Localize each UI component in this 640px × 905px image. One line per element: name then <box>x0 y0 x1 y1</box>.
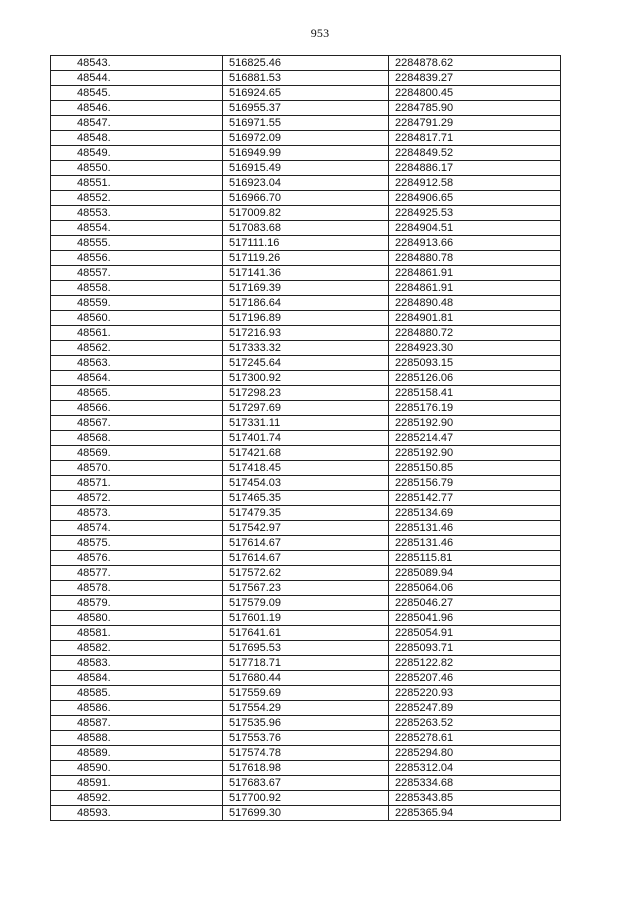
x-coordinate-cell: 517083.68 <box>223 221 389 236</box>
y-coordinate-cell: 2284791.29 <box>389 116 561 131</box>
table-row <box>51 371 561 386</box>
y-coordinate-cell: 2284904.51 <box>389 221 561 236</box>
point-number-cell: 48572. <box>51 491 223 506</box>
y-coordinate-cell: 2285131.46 <box>389 521 561 536</box>
x-coordinate-cell: 517216.93 <box>223 326 389 341</box>
table-row <box>51 311 561 326</box>
x-coordinate-cell: 517535.96 <box>223 716 389 731</box>
table-row <box>51 56 561 71</box>
x-coordinate-cell: 517298.23 <box>223 386 389 401</box>
y-coordinate-cell: 2285115.81 <box>389 551 561 566</box>
table-row <box>51 506 561 521</box>
y-coordinate-cell: 2285334.68 <box>389 776 561 791</box>
y-coordinate-cell: 2285192.90 <box>389 446 561 461</box>
table-row <box>51 626 561 641</box>
point-number-cell: 48584. <box>51 671 223 686</box>
table-row <box>51 146 561 161</box>
table-row <box>51 386 561 401</box>
x-coordinate-cell: 517641.61 <box>223 626 389 641</box>
y-coordinate-cell: 2285054.91 <box>389 626 561 641</box>
y-coordinate-cell: 2285122.82 <box>389 656 561 671</box>
x-coordinate-cell: 517683.67 <box>223 776 389 791</box>
table-row <box>51 521 561 536</box>
x-coordinate-cell: 516949.99 <box>223 146 389 161</box>
table-row <box>51 206 561 221</box>
point-number-cell: 48569. <box>51 446 223 461</box>
table-body <box>51 56 561 821</box>
table-row <box>51 71 561 86</box>
y-coordinate-cell: 2285064.06 <box>389 581 561 596</box>
y-coordinate-cell: 2285150.85 <box>389 461 561 476</box>
y-coordinate-cell: 2284923.30 <box>389 341 561 356</box>
table-row <box>51 656 561 671</box>
x-coordinate-cell: 516924.65 <box>223 86 389 101</box>
table-row <box>51 86 561 101</box>
point-number-cell: 48550. <box>51 161 223 176</box>
point-number-cell: 48576. <box>51 551 223 566</box>
point-number-cell: 48553. <box>51 206 223 221</box>
table-row <box>51 281 561 296</box>
point-number-cell: 48582. <box>51 641 223 656</box>
point-number-cell: 48593. <box>51 806 223 821</box>
x-coordinate-cell: 517559.69 <box>223 686 389 701</box>
y-coordinate-cell: 2285263.52 <box>389 716 561 731</box>
point-number-cell: 48564. <box>51 371 223 386</box>
y-coordinate-cell: 2284839.27 <box>389 71 561 86</box>
point-number-cell: 48571. <box>51 476 223 491</box>
point-number-cell: 48566. <box>51 401 223 416</box>
point-number-cell: 48583. <box>51 656 223 671</box>
table-row <box>51 491 561 506</box>
point-number-cell: 48588. <box>51 731 223 746</box>
y-coordinate-cell: 2284785.90 <box>389 101 561 116</box>
x-coordinate-cell: 517614.67 <box>223 536 389 551</box>
point-number-cell: 48544. <box>51 71 223 86</box>
point-number-cell: 48561. <box>51 326 223 341</box>
x-coordinate-cell: 517300.92 <box>223 371 389 386</box>
table-row <box>51 806 561 821</box>
table-row <box>51 716 561 731</box>
y-coordinate-cell: 2284912.58 <box>389 176 561 191</box>
point-number-cell: 48592. <box>51 791 223 806</box>
y-coordinate-cell: 2285176.19 <box>389 401 561 416</box>
x-coordinate-cell: 517680.44 <box>223 671 389 686</box>
x-coordinate-cell: 517196.89 <box>223 311 389 326</box>
table-row <box>51 611 561 626</box>
x-coordinate-cell: 516971.55 <box>223 116 389 131</box>
table-row <box>51 326 561 341</box>
x-coordinate-cell: 517421.68 <box>223 446 389 461</box>
point-number-cell: 48581. <box>51 626 223 641</box>
y-coordinate-cell: 2285158.41 <box>389 386 561 401</box>
y-coordinate-cell: 2284817.71 <box>389 131 561 146</box>
y-coordinate-cell: 2285093.15 <box>389 356 561 371</box>
x-coordinate-cell: 517614.67 <box>223 551 389 566</box>
x-coordinate-cell: 517141.36 <box>223 266 389 281</box>
x-coordinate-cell: 517454.03 <box>223 476 389 491</box>
point-number-cell: 48567. <box>51 416 223 431</box>
table-row <box>51 161 561 176</box>
x-coordinate-cell: 517479.35 <box>223 506 389 521</box>
point-number-cell: 48551. <box>51 176 223 191</box>
y-coordinate-cell: 2285142.77 <box>389 491 561 506</box>
table-row <box>51 476 561 491</box>
x-coordinate-cell: 517401.74 <box>223 431 389 446</box>
x-coordinate-cell: 517553.76 <box>223 731 389 746</box>
table-row <box>51 761 561 776</box>
table-row <box>51 776 561 791</box>
point-number-cell: 48575. <box>51 536 223 551</box>
point-number-cell: 48563. <box>51 356 223 371</box>
x-coordinate-cell: 517465.35 <box>223 491 389 506</box>
point-number-cell: 48548. <box>51 131 223 146</box>
point-number-cell: 48590. <box>51 761 223 776</box>
x-coordinate-cell: 517297.69 <box>223 401 389 416</box>
x-coordinate-cell: 517333.32 <box>223 341 389 356</box>
table-row <box>51 731 561 746</box>
y-coordinate-cell: 2285156.79 <box>389 476 561 491</box>
x-coordinate-cell: 517718.71 <box>223 656 389 671</box>
point-number-cell: 48591. <box>51 776 223 791</box>
x-coordinate-cell: 516923.04 <box>223 176 389 191</box>
x-coordinate-cell: 516825.46 <box>223 56 389 71</box>
x-coordinate-cell: 517009.82 <box>223 206 389 221</box>
y-coordinate-cell: 2285046.27 <box>389 596 561 611</box>
point-number-cell: 48565. <box>51 386 223 401</box>
table-row <box>51 416 561 431</box>
x-coordinate-cell: 517186.64 <box>223 296 389 311</box>
x-coordinate-cell: 517572.62 <box>223 566 389 581</box>
point-number-cell: 48589. <box>51 746 223 761</box>
table-row <box>51 596 561 611</box>
point-number-cell: 48573. <box>51 506 223 521</box>
table-row <box>51 266 561 281</box>
table-row <box>51 566 561 581</box>
x-coordinate-cell: 517695.53 <box>223 641 389 656</box>
y-coordinate-cell: 2285192.90 <box>389 416 561 431</box>
y-coordinate-cell: 2284880.78 <box>389 251 561 266</box>
x-coordinate-cell: 516881.53 <box>223 71 389 86</box>
point-number-cell: 48547. <box>51 116 223 131</box>
table-row <box>51 461 561 476</box>
y-coordinate-cell: 2284861.91 <box>389 266 561 281</box>
y-coordinate-cell: 2285214.47 <box>389 431 561 446</box>
x-coordinate-cell: 517169.39 <box>223 281 389 296</box>
x-coordinate-cell: 517418.45 <box>223 461 389 476</box>
x-coordinate-cell: 517579.09 <box>223 596 389 611</box>
table-row <box>51 536 561 551</box>
point-number-cell: 48545. <box>51 86 223 101</box>
y-coordinate-cell: 2285207.46 <box>389 671 561 686</box>
y-coordinate-cell: 2285220.93 <box>389 686 561 701</box>
table-row <box>51 101 561 116</box>
point-number-cell: 48557. <box>51 266 223 281</box>
x-coordinate-cell: 517699.30 <box>223 806 389 821</box>
table-row <box>51 551 561 566</box>
y-coordinate-cell: 2285365.94 <box>389 806 561 821</box>
table-row <box>51 686 561 701</box>
point-number-cell: 48570. <box>51 461 223 476</box>
point-number-cell: 48552. <box>51 191 223 206</box>
point-number-cell: 48554. <box>51 221 223 236</box>
table-row <box>51 236 561 251</box>
table-row <box>51 131 561 146</box>
x-coordinate-cell: 517119.26 <box>223 251 389 266</box>
table-row <box>51 641 561 656</box>
y-coordinate-cell: 2285247.89 <box>389 701 561 716</box>
table-row <box>51 701 561 716</box>
y-coordinate-cell: 2285131.46 <box>389 536 561 551</box>
x-coordinate-cell: 517111.16 <box>223 236 389 251</box>
x-coordinate-cell: 516972.09 <box>223 131 389 146</box>
table-row <box>51 251 561 266</box>
x-coordinate-cell: 517574.78 <box>223 746 389 761</box>
x-coordinate-cell: 517700.92 <box>223 791 389 806</box>
point-number-cell: 48543. <box>51 56 223 71</box>
point-number-cell: 48559. <box>51 296 223 311</box>
x-coordinate-cell: 517567.23 <box>223 581 389 596</box>
y-coordinate-cell: 2284906.65 <box>389 191 561 206</box>
y-coordinate-cell: 2285089.94 <box>389 566 561 581</box>
x-coordinate-cell: 516915.49 <box>223 161 389 176</box>
y-coordinate-cell: 2284913.66 <box>389 236 561 251</box>
page-number: 953 <box>310 26 330 40</box>
y-coordinate-cell: 2285343.85 <box>389 791 561 806</box>
y-coordinate-cell: 2285312.04 <box>389 761 561 776</box>
x-coordinate-cell: 517245.64 <box>223 356 389 371</box>
x-coordinate-cell: 516966.70 <box>223 191 389 206</box>
y-coordinate-cell: 2285134.69 <box>389 506 561 521</box>
y-coordinate-cell: 2284880.72 <box>389 326 561 341</box>
point-number-cell: 48555. <box>51 236 223 251</box>
point-number-cell: 48549. <box>51 146 223 161</box>
table-row <box>51 581 561 596</box>
y-coordinate-cell: 2284886.17 <box>389 161 561 176</box>
x-coordinate-cell: 517542.97 <box>223 521 389 536</box>
table-row <box>51 296 561 311</box>
y-coordinate-cell: 2285041.96 <box>389 611 561 626</box>
x-coordinate-cell: 516955.37 <box>223 101 389 116</box>
point-number-cell: 48546. <box>51 101 223 116</box>
point-number-cell: 48568. <box>51 431 223 446</box>
y-coordinate-cell: 2285126.06 <box>389 371 561 386</box>
point-number-cell: 48580. <box>51 611 223 626</box>
y-coordinate-cell: 2285278.61 <box>389 731 561 746</box>
coordinates-table <box>50 55 561 821</box>
point-number-cell: 48585. <box>51 686 223 701</box>
y-coordinate-cell: 2284849.52 <box>389 146 561 161</box>
y-coordinate-cell: 2284861.91 <box>389 281 561 296</box>
point-number-cell: 48578. <box>51 581 223 596</box>
y-coordinate-cell: 2284878.62 <box>389 56 561 71</box>
x-coordinate-cell: 517601.19 <box>223 611 389 626</box>
point-number-cell: 48562. <box>51 341 223 356</box>
table-row <box>51 356 561 371</box>
x-coordinate-cell: 517554.29 <box>223 701 389 716</box>
x-coordinate-cell: 517618.98 <box>223 761 389 776</box>
table-row <box>51 671 561 686</box>
point-number-cell: 48586. <box>51 701 223 716</box>
y-coordinate-cell: 2284925.53 <box>389 206 561 221</box>
y-coordinate-cell: 2284901.81 <box>389 311 561 326</box>
table-row <box>51 116 561 131</box>
y-coordinate-cell: 2285093.71 <box>389 641 561 656</box>
point-number-cell: 48579. <box>51 596 223 611</box>
table-row <box>51 431 561 446</box>
table-row <box>51 746 561 761</box>
table-row <box>51 446 561 461</box>
point-number-cell: 48560. <box>51 311 223 326</box>
point-number-cell: 48556. <box>51 251 223 266</box>
table-row <box>51 176 561 191</box>
table-row <box>51 791 561 806</box>
y-coordinate-cell: 2285294.80 <box>389 746 561 761</box>
x-coordinate-cell: 517331.11 <box>223 416 389 431</box>
point-number-cell: 48577. <box>51 566 223 581</box>
y-coordinate-cell: 2284800.45 <box>389 86 561 101</box>
table-row <box>51 191 561 206</box>
point-number-cell: 48558. <box>51 281 223 296</box>
table-row <box>51 221 561 236</box>
point-number-cell: 48574. <box>51 521 223 536</box>
table-row <box>51 401 561 416</box>
table-row <box>51 341 561 356</box>
point-number-cell: 48587. <box>51 716 223 731</box>
y-coordinate-cell: 2284890.48 <box>389 296 561 311</box>
